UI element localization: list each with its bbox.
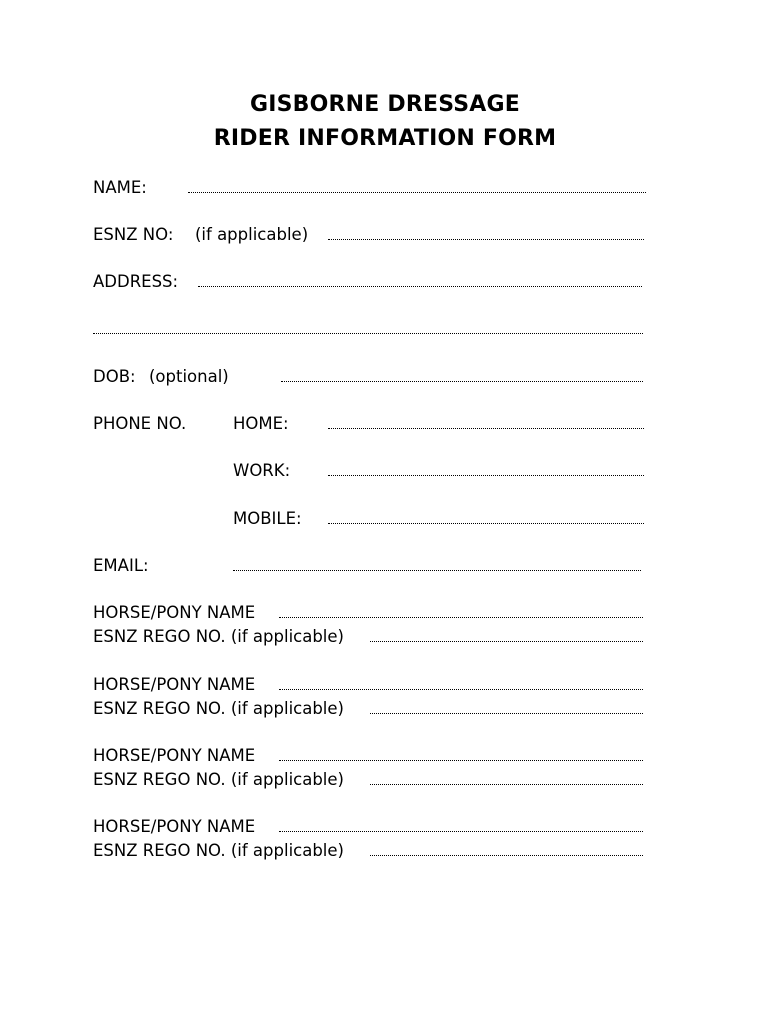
email-field[interactable] (233, 570, 641, 571)
dob-field[interactable] (281, 381, 643, 382)
form-title-line-1: GISBORNE DRESSAGE (249, 92, 521, 117)
address-field-line-1[interactable] (198, 286, 642, 287)
horse-2-rego-field[interactable] (370, 713, 643, 714)
horse-4-name-field[interactable] (279, 831, 643, 832)
horse-1-name-label: HORSE/PONY NAME (93, 603, 256, 622)
horse-1-rego-field[interactable] (370, 641, 643, 642)
horse-2-rego-label: ESNZ REGO NO. (if applicable) (93, 699, 344, 718)
horse-4-rego-field[interactable] (370, 855, 643, 856)
horse-3-name-label: HORSE/PONY NAME (93, 746, 256, 765)
work-phone-field[interactable] (328, 475, 644, 476)
dob-label: DOB: (93, 367, 136, 386)
horse-3-rego-label: ESNZ REGO NO. (if applicable) (93, 770, 344, 789)
dob-note: (optional) (149, 367, 229, 386)
email-label: EMAIL: (93, 556, 149, 575)
horse-4-rego-label: ESNZ REGO NO. (if applicable) (93, 841, 344, 860)
esnz-no-label: ESNZ NO: (93, 225, 174, 244)
horse-4-name-label: HORSE/PONY NAME (93, 817, 256, 836)
horse-1-rego-label: ESNZ REGO NO. (if applicable) (93, 627, 344, 646)
name-label: NAME: (93, 178, 147, 197)
mobile-phone-label: MOBILE: (233, 509, 302, 528)
form-title-line-2: RIDER INFORMATION FORM (213, 126, 557, 151)
work-phone-label: WORK: (233, 461, 291, 480)
mobile-phone-field[interactable] (328, 523, 644, 524)
esnz-no-note: (if applicable) (195, 225, 309, 244)
horse-1-name-field[interactable] (279, 617, 643, 618)
horse-2-name-field[interactable] (279, 689, 643, 690)
address-field-line-2[interactable] (93, 333, 643, 334)
horse-2-name-label: HORSE/PONY NAME (93, 675, 256, 694)
horse-3-rego-field[interactable] (370, 784, 643, 785)
home-phone-field[interactable] (328, 428, 644, 429)
esnz-no-field[interactable] (328, 239, 644, 240)
phone-label: PHONE NO. (93, 414, 187, 433)
horse-3-name-field[interactable] (279, 760, 643, 761)
home-phone-label: HOME: (233, 414, 289, 433)
name-field[interactable] (188, 192, 646, 193)
address-label: ADDRESS: (93, 272, 179, 291)
